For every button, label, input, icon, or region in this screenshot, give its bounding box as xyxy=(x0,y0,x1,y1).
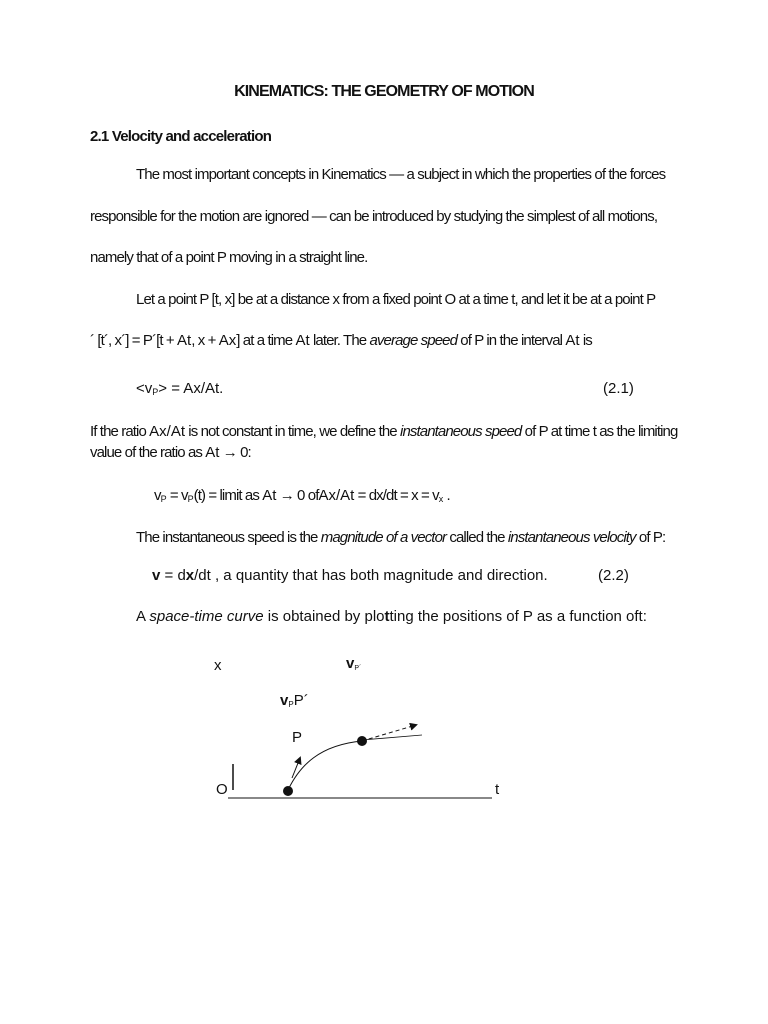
equation-limit: $v_P = v_P(t)$ = limit as At → 0 ofAx/At = $dx/dt = x = v_x$ . xyxy=(154,487,450,504)
o-label: O xyxy=(216,781,228,798)
point-p-prime xyxy=(357,736,367,746)
para1-line1: The most important concepts in Kinematics — a subject in which the properties of the forces xyxy=(136,166,666,183)
para1-line3: namely that of a point P moving in a straight line. xyxy=(90,249,368,266)
section-heading: 2.1 Velocity and acceleration xyxy=(90,128,272,145)
p-label: P xyxy=(292,729,303,746)
para2-line1: Let a point P [t, x] be at a distance x from a fixed point O at a time t, and let it be at a point P xyxy=(136,291,656,308)
para5: A space-time curve is obtained by plotting the positions of P as a function oft: xyxy=(136,608,647,625)
para2-line2: ´ [t´, x´] = P´[t + At, x + Ax] at a time At later. The average speed of P in the interval At is xyxy=(90,332,592,349)
equation-number-2-2: (2.2) xyxy=(598,567,629,584)
x-axis-label: x xyxy=(214,657,222,674)
page-title: KINEMATICS: THE GEOMETRY OF MOTION xyxy=(234,83,534,100)
equation-2-1: $<v_P> = Ax/At$. xyxy=(136,380,224,397)
equation-number-2-1: (2.1) xyxy=(603,380,634,397)
space-time-curve xyxy=(288,741,362,790)
point-p xyxy=(283,786,293,796)
term-instantaneous-velocity: instantaneous velocity xyxy=(507,529,636,546)
para3-line1: If the ratio Ax/At is not constant in time, we define the instantaneous speed of P at time t as the limiting xyxy=(90,423,678,440)
term-average-speed: average speed xyxy=(369,332,458,349)
para1-line2: responsible for the motion are ignored — can be introduced by studying the simplest of all motions, xyxy=(90,208,658,225)
vp-pprime-label: $v_PP´$ xyxy=(280,692,309,709)
para3-line2: value of the ratio as At → 0: xyxy=(90,444,251,461)
velocity-vector-p-prime xyxy=(362,725,416,741)
term-space-time-curve: space-time curve xyxy=(149,608,264,625)
equation-2-2: v = dx/dt , a quantity that has both magnitude and direction. xyxy=(152,567,548,584)
velocity-vector-p xyxy=(292,758,300,778)
term-magnitude-of-a-vector: magnitude of a vector xyxy=(320,529,447,546)
t-axis-label: t xyxy=(495,781,500,798)
term-instantaneous-speed: instantaneous speed xyxy=(400,423,522,440)
tangent-line xyxy=(362,735,422,740)
para4: The instantaneous speed is the magnitude of a vector called the instantaneous velocity of P: xyxy=(136,529,666,546)
vp-prime-label: $v_{P´}$ xyxy=(346,655,362,672)
